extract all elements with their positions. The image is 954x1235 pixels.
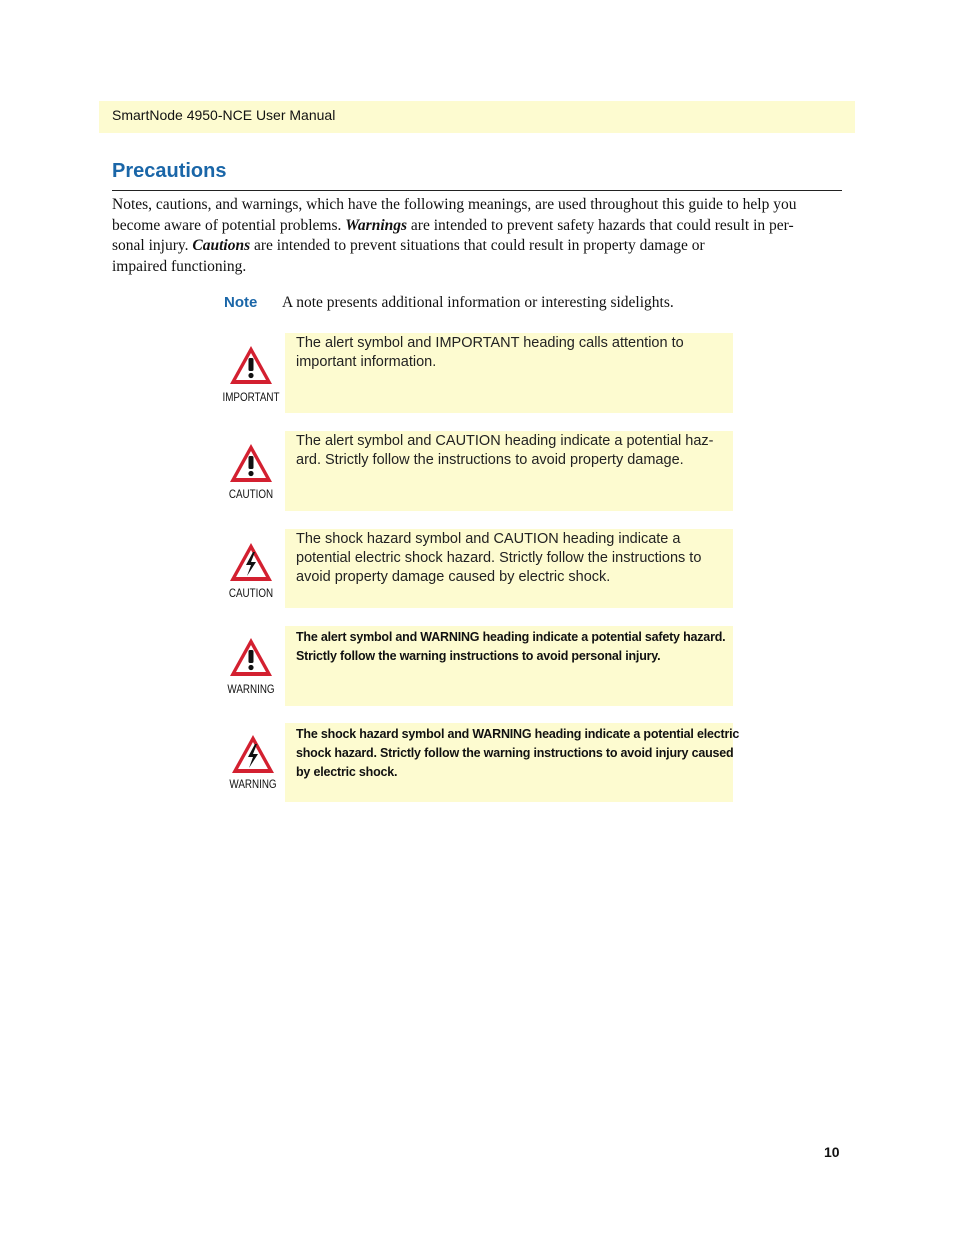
intro-line-4: impaired functioning. <box>112 257 247 275</box>
callout-text <box>296 432 732 470</box>
callout-text <box>296 628 732 666</box>
callout-text <box>296 530 732 587</box>
callout-line: The alert symbol and IMPORTANT heading calls attention to <box>296 335 684 351</box>
alert-icon <box>228 635 274 679</box>
caution-label: CAUTION <box>228 487 274 501</box>
manual-title: SmartNode 4950-NCE User Manual <box>112 107 336 123</box>
section-divider <box>112 190 842 191</box>
callout-line: The alert symbol and CAUTION heading indicate a potential haz- <box>296 433 714 449</box>
intro-line-3 <box>112 236 844 257</box>
callout-text <box>296 725 740 782</box>
callout-line: shock hazard. Strictly follow the warning instructions to avoid injury caused <box>296 746 734 760</box>
important-callout <box>285 333 733 413</box>
warning-label: WARNING <box>227 682 275 696</box>
callout-line: important information. <box>296 354 437 370</box>
callout-line: The alert symbol and WARNING heading indicate a potential safety hazard. <box>296 630 726 644</box>
shock-hazard-icon <box>228 540 274 584</box>
caution-callout <box>285 431 733 511</box>
note-text: A note presents additional information or interesting sidelights. <box>282 294 674 311</box>
warnings-term: Warnings <box>345 216 408 234</box>
callout-line: The shock hazard symbol and WARNING heading indicate a potential electric <box>296 727 740 741</box>
intro-text: are intended to prevent situations that could result in property damage or <box>250 237 705 254</box>
intro-paragraph <box>112 195 844 277</box>
important-label: IMPORTANT <box>222 390 280 404</box>
intro-line-2 <box>112 216 844 237</box>
intro-text: are intended to prevent safety hazards that could result in per- <box>407 216 794 234</box>
warning-callout <box>285 626 733 706</box>
callout-line: Strictly follow the warning instructions to avoid personal injury. <box>296 649 661 663</box>
note-label: Note <box>224 294 258 311</box>
intro-line-1: Notes, cautions, and warnings, which have the following meanings, are used throughout this guide to help you <box>112 196 797 213</box>
shock-warning-callout <box>285 723 740 802</box>
shock-hazard-icon <box>230 732 276 776</box>
intro-text: sonal injury. <box>112 237 193 254</box>
alert-icon <box>228 441 274 485</box>
caution-label: CAUTION <box>228 586 274 600</box>
callout-line: potential electric shock hazard. Strictly follow the instructions to <box>296 550 702 566</box>
running-header <box>99 101 855 133</box>
callout-line: avoid property damage caused by electric shock. <box>296 569 611 585</box>
callout-line: The shock hazard symbol and CAUTION heading indicate a <box>296 531 681 547</box>
alert-icon <box>228 343 274 387</box>
warning-label: WARNING <box>229 777 277 791</box>
page-number: 10 <box>824 1144 840 1160</box>
section-title: Precautions <box>112 160 227 182</box>
callout-line: by electric shock. <box>296 765 398 779</box>
shock-caution-callout <box>285 529 733 608</box>
cautions-term: Cautions <box>192 237 251 254</box>
callout-line: ard. Strictly follow the instructions to avoid property damage. <box>296 452 684 468</box>
intro-text: become aware of potential problems. <box>112 216 346 234</box>
callout-text <box>296 334 732 372</box>
